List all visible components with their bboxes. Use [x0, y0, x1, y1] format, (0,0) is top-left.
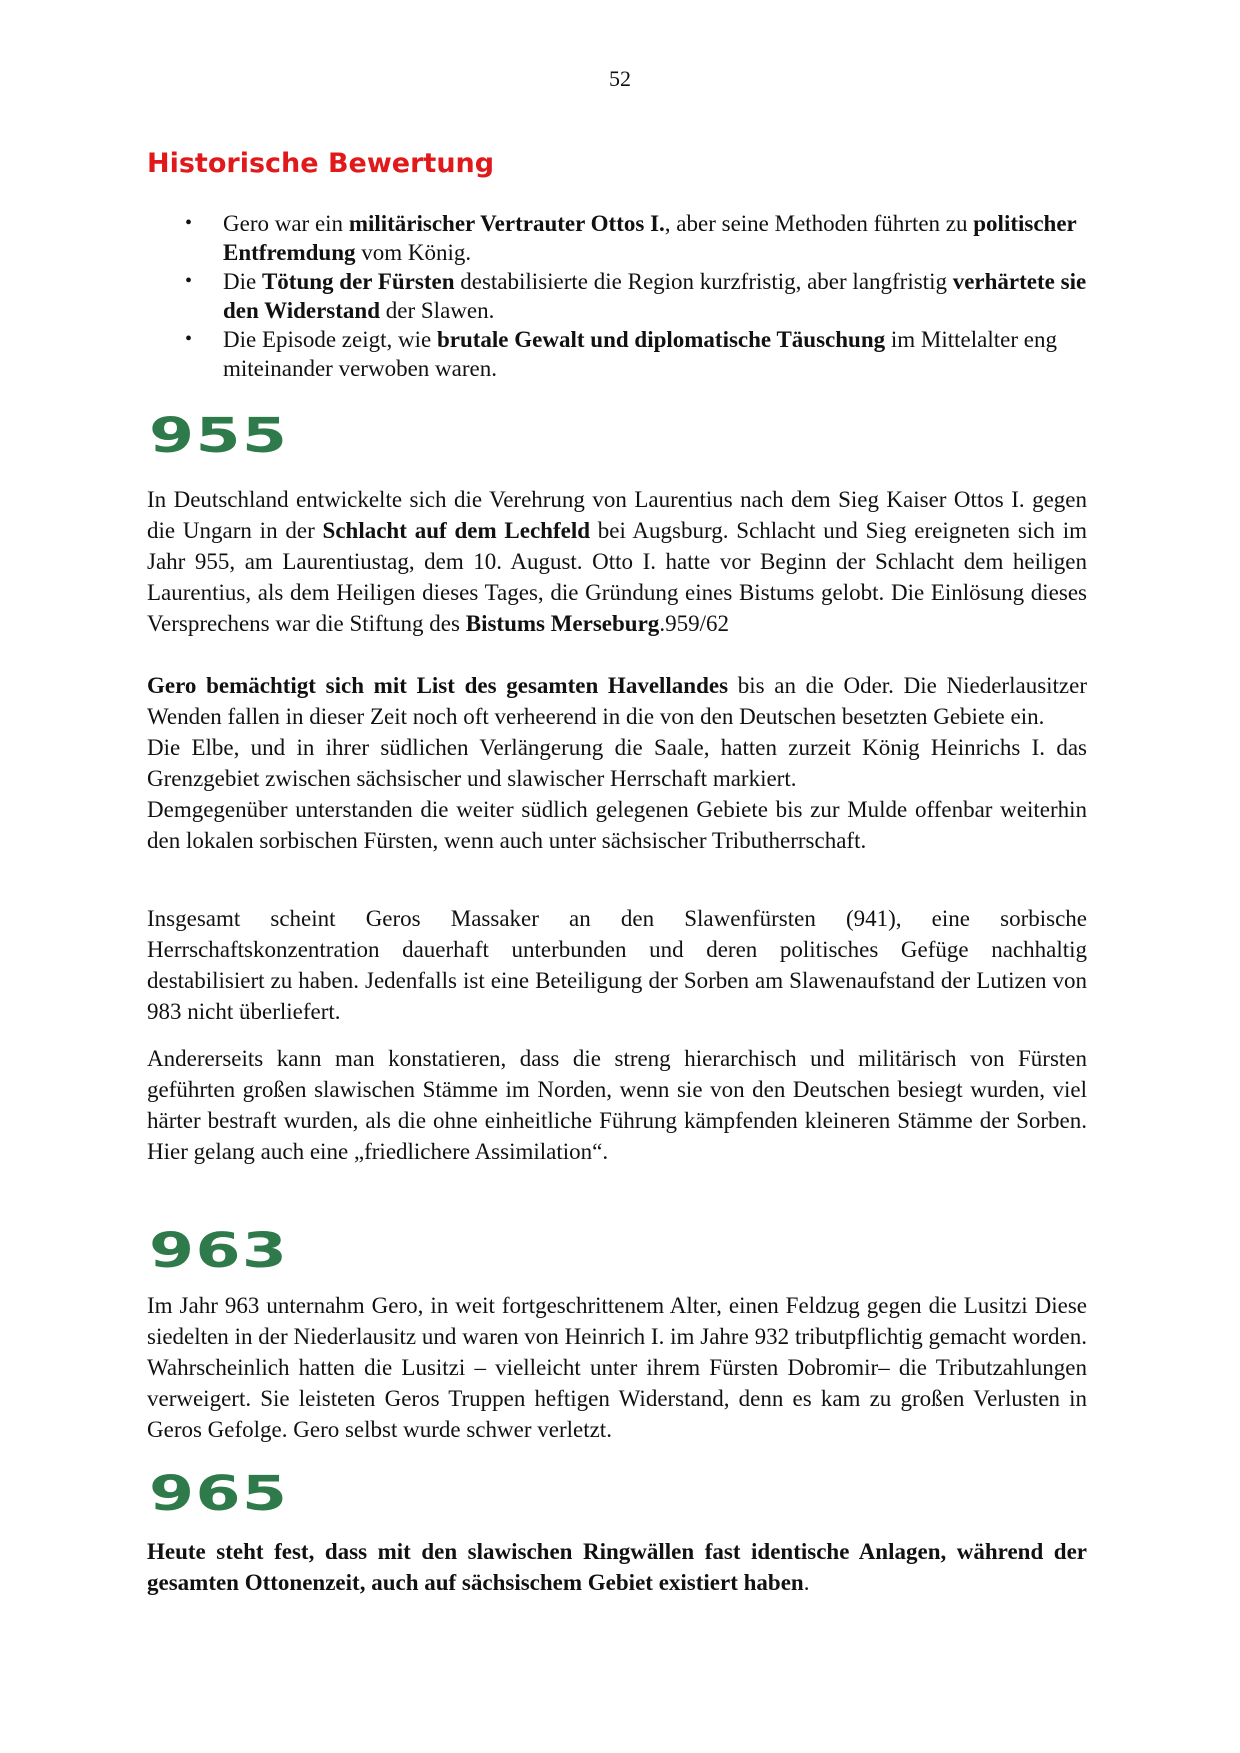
- paragraph-bold: Gero bemächtigt sich mit List des gesamten Havellandes: [147, 673, 729, 698]
- paragraph-text: bis an die Oder. Die Niederlausitzer Wenden fallen in dieser Zeit noch oft verheerend in die von den Deutschen besetzten Gebiete ein.: [147, 673, 1087, 729]
- paragraph-gero: [147, 670, 1087, 856]
- bullet-text: der Slawen.: [380, 298, 495, 323]
- paragraph-text: Demgegenüber unterstanden die weiter südlich gelegenen Gebiete bis zur Mulde offenbar weiterhin den lokalen sorbischen Fürsten, wenn auch unter sächsischer Tributherrschaft.: [147, 797, 1087, 853]
- paragraph-text: bei Augsburg. Schlacht und Sieg ereigneten sich im Jahr 955, am Laurentiustag, dem 10. August. Otto I. hatte vor Beginn der Schlacht dem heiligen Laurentius, als dem Heiligen dieses Tages, die Gründung eines Bistums gelobt. Die Einlösung dieses Versprechens war die Stiftung des: [147, 518, 1087, 636]
- bullet-text: Die Episode zeigt, wie: [223, 327, 437, 352]
- paragraph-bold: Heute steht fest, dass mit den slawischen Ringwällen fast identische Anlagen, während der gesamten Ottonenzeit, auch auf sächsischem Gebiet existiert haben: [147, 1539, 1087, 1595]
- paragraph-965: [147, 1536, 1087, 1598]
- paragraph-text: In Deutschland entwickelte sich die Verehrung von Laurentius nach dem Sieg Kaiser Ottos I. gegen die Ungarn in der: [147, 487, 1087, 543]
- paragraph-963: Im Jahr 963 unternahm Gero, in weit fortgeschrittenem Alter, einen Feldzug gegen die Lusitzi Diese siedelten in der Niederlausitz und waren von Heinrich I. im Jahre 932 tributpflichtig gemacht worden. Wahrscheinlich hatten die Lusitzi – vielleicht unter ihrem Fürsten Dobromir– die Tributzahlungen verweigert. Sie leisteten Geros Truppen heftigen Widerstand, denn es kam zu großen Verlusten in Geros Gefolge. Gero selbst wurde schwer verletzt.: [147, 1293, 1087, 1442]
- section-heading: Historische Bewertung: [147, 148, 495, 179]
- bullet-item: [223, 209, 1087, 267]
- bullet-item: [223, 267, 1087, 325]
- bullet-text: destabilisierte die Region kurzfristig, aber langfristig: [454, 269, 953, 294]
- bullet-bold: militärischer Vertrauter Ottos I.: [348, 211, 665, 236]
- paragraph-text: .: [803, 1570, 810, 1595]
- year-heading-955: 955: [149, 408, 289, 464]
- paragraph-bold: Schlacht auf dem Lechfeld: [322, 518, 590, 543]
- bullet-bold: brutale Gewalt und diplomatische Täuschung: [436, 327, 886, 352]
- bullet-text: im Mittelalter eng miteinander verwoben waren.: [223, 327, 1057, 381]
- paragraph-insgesamt: Insgesamt scheint Geros Massaker an den Slawenfürsten (941), eine sorbische Herrschaftskonzentration dauerhaft unterbunden und deren politisches Gefüge nachhaltig destabilisiert zu haben. Jedenfalls ist eine Beteiligung der Sorben am Slawenaufstand der Lutizen von 983 nicht überliefert.: [147, 906, 1087, 1024]
- bullet-text: Die: [223, 269, 262, 294]
- bullet-list: [147, 209, 1087, 383]
- paragraph-text: Die Elbe, und in ihrer südlichen Verlängerung die Saale, hatten zurzeit König Heinrichs I. das Grenzgebiet zwischen sächsischer und slawischer Herrschaft markiert.: [147, 735, 1087, 791]
- year-heading-965: 965: [149, 1466, 289, 1522]
- paragraph-andererseits: Andererseits kann man konstatieren, dass die streng hierarchisch und militärisch von Fürsten geführten großen slawischen Stämme im Norden, wenn sie von den Deutschen besiegt wurden, viel härter bestraft wurden, als die ohne einheitliche Führung kämpfenden kleineren Stämme der Sorben. Hier gelang auch eine „friedlichere Assimilation“.: [147, 1046, 1087, 1164]
- bullet-bold: Tötung der Fürsten: [261, 269, 455, 294]
- bullet-bold: verhärtete sie den Widerstand: [223, 269, 1087, 323]
- page-number: 52: [609, 66, 631, 91]
- bullet-item: [223, 325, 1087, 383]
- bullet-text: vom König.: [355, 240, 472, 265]
- bullet-text: Gero war ein: [223, 211, 349, 236]
- paragraph-955: [147, 484, 1087, 639]
- year-heading-963: 963: [149, 1223, 289, 1279]
- bullet-text: , aber seine Methoden führten zu: [664, 211, 974, 236]
- bullet-bold: politischer Entfremdung: [223, 211, 1077, 265]
- paragraph-text: .959/62: [659, 611, 729, 636]
- paragraph-bold: Bistums Merseburg: [465, 611, 660, 636]
